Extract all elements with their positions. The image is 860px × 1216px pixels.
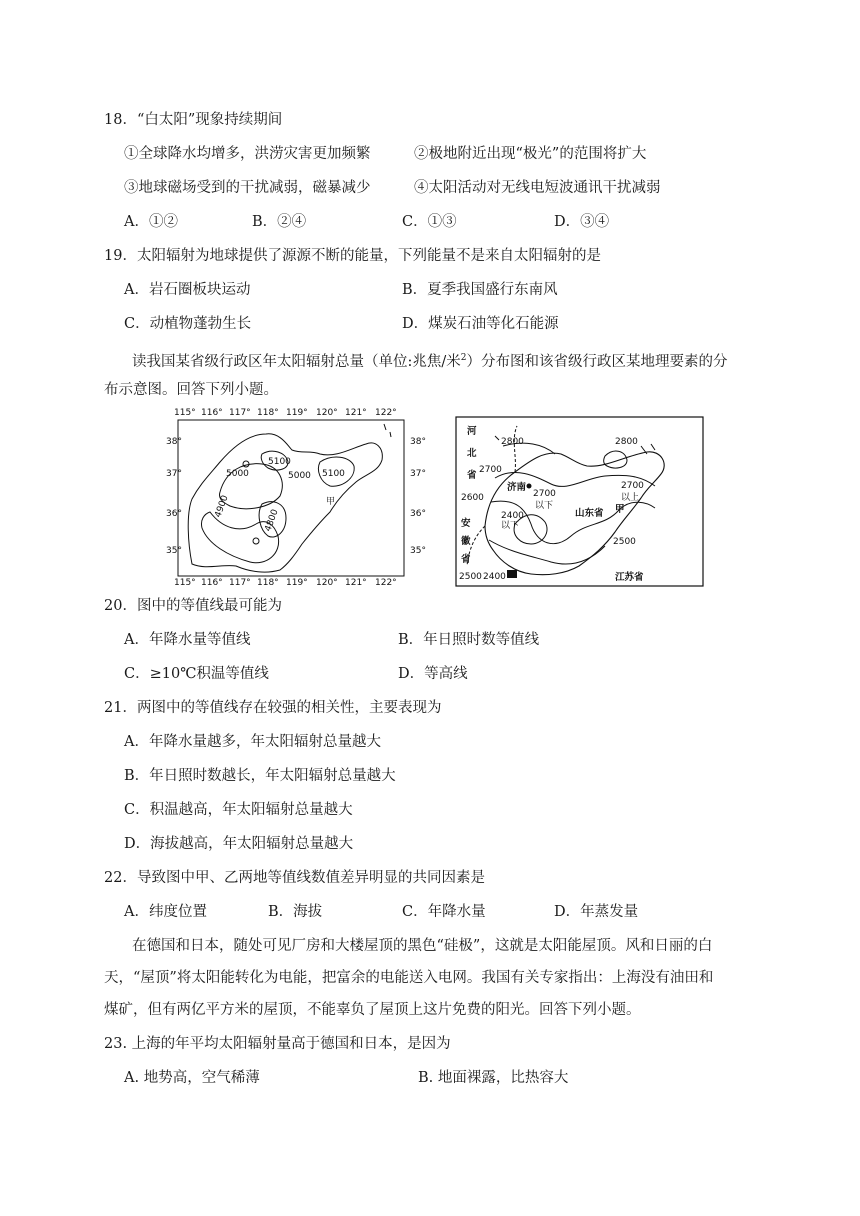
contour-label-4800: 4800 (263, 508, 281, 534)
label-jinan: 济南 (507, 482, 527, 493)
label-bei: 北 (467, 448, 477, 459)
q19-option-a: A．岩石圈板块运动 (124, 282, 251, 298)
label-hui: 徽 (461, 536, 471, 547)
contour-label-2500-east: 2500 (613, 537, 636, 547)
q18-option-a: A．①② (124, 214, 178, 230)
label-jia: 甲 (615, 504, 625, 515)
distribution-map (455, 416, 705, 588)
note-below-1: 以下 (535, 501, 554, 511)
lat-tick-right-0: 38° (410, 437, 426, 447)
lat-tick-left-1: 37° (166, 469, 182, 479)
contour-label-2800-east: 2800 (615, 437, 638, 447)
q19-option-c: C．动植物蓬勃生长 (124, 316, 252, 332)
q20-option-d: D．等高线 (398, 666, 468, 682)
contour-label-5100-east: 5100 (322, 469, 345, 479)
q18-stem: 18．“白太阳”现象持续期间 (104, 112, 283, 128)
note-below-2: 以下 (501, 521, 520, 531)
contour-label-2400-south: 2400 (483, 572, 506, 582)
contour-label-2400-west: 2400 (501, 511, 524, 521)
contour-label-5000-west: 5000 (226, 469, 249, 479)
q22-option-c: C．年降水量 (402, 904, 486, 920)
q23-option-a: A. 地势高，空气稀薄 (124, 1070, 260, 1086)
lon-tick-bottom-0: 115° (174, 578, 196, 588)
contour-label-2700-west: 2700 (479, 465, 502, 475)
q18-statement-2: ②极地附近出现“极光”的范围将扩大 (414, 146, 647, 162)
q22-option-d: D．年蒸发量 (554, 904, 639, 920)
label-shandong: 山东省 (575, 508, 604, 519)
q19-option-d: D．煤炭石油等化石能源 (402, 316, 559, 332)
lon-tick-bottom-2: 117° (229, 578, 251, 588)
q19-option-b: B．夏季我国盛行东南风 (402, 282, 558, 298)
lon-tick-top-7: 122° (375, 408, 397, 418)
q21-option-c: C．积温越高，年太阳辐射总量越大 (124, 802, 353, 818)
note-above: 以上 (621, 493, 640, 503)
lon-tick-bottom-4: 119° (286, 578, 308, 588)
q20-option-c: C．≥10℃积温等值线 (124, 666, 269, 682)
lat-tick-right-2: 36° (410, 509, 426, 519)
lon-tick-top-4: 119° (286, 408, 308, 418)
solar-radiation-map (166, 404, 434, 588)
lat-tick-right-3: 35° (410, 546, 426, 556)
q18-statement-4: ④太阳活动对无线电短波通讯干扰减弱 (414, 180, 661, 196)
intro2-line1: 在德国和日本，随处可见厂房和大楼屋顶的黑色“硅极”，这就是太阳能屋顶。风和日丽的白 (132, 938, 713, 954)
contour-label-5000-east: 5000 (288, 471, 311, 481)
place-jia-left: 甲 (326, 497, 336, 507)
q21-stem: 21．两图中的等值线存在较强的相关性，主要表现为 (104, 700, 442, 716)
lon-tick-bottom-1: 116° (201, 578, 223, 588)
lon-tick-top-1: 116° (201, 408, 223, 418)
q19-stem: 19．太阳辐射为地球提供了源源不断的能量，下列能量不是来自太阳辐射的是 (104, 248, 601, 264)
q21-option-b: B．年日照时数越长，年太阳辐射总量越大 (124, 768, 396, 784)
q18-statement-3: ③地球磁场受到的干扰减弱，磁暴减少 (124, 180, 371, 196)
q23-option-b: B. 地面裸露，比热容大 (418, 1070, 569, 1086)
q18-option-d: D．③④ (554, 214, 610, 230)
contour-label-4900: 4900 (213, 494, 231, 520)
q18-option-c: C．①③ (402, 214, 457, 230)
label-jiangsu: 江苏省 (615, 572, 644, 583)
lon-tick-top-0: 115° (174, 408, 196, 418)
contour-label-2800-west: 2800 (501, 437, 524, 447)
label-sheng-south: 省 (461, 554, 471, 565)
q21-option-d: D．海拔越高，年太阳辐射总量越大 (124, 836, 354, 852)
q21-option-a: A．年降水量越多，年太阳辐射总量越大 (124, 734, 381, 750)
q22-stem: 22．导致图中甲、乙两地等值线数值差异明显的共同因素是 (104, 870, 485, 886)
q18-option-b: B．②④ (252, 214, 307, 230)
lon-tick-bottom-6: 121° (345, 578, 367, 588)
contour-label-2700-center: 2700 (533, 489, 556, 499)
lon-tick-bottom-3: 118° (257, 578, 279, 588)
q22-option-b: B．海拔 (268, 904, 323, 920)
label-an: 安 (461, 518, 471, 529)
intro2-line2: 天，“屋顶”将太阳能转化为电能，把富余的电能送入电网。我国有关专家指出：上海没有油田和 (104, 970, 714, 986)
lat-tick-left-0: 38° (166, 437, 182, 447)
lon-tick-bottom-5: 120° (316, 578, 338, 588)
lon-tick-bottom-7: 122° (375, 578, 397, 588)
lat-tick-left-3: 35° (166, 546, 182, 556)
intro2-line3: 煤矿，但有两亿平方米的屋顶，不能辜负了屋顶上这片免费的阳光。回答下列小题。 (104, 1002, 641, 1018)
lon-tick-top-2: 117° (229, 408, 251, 418)
q23-stem: 23. 上海的年平均太阳辐射量高于德国和日本，是因为 (104, 1036, 451, 1052)
lat-tick-right-1: 37° (410, 469, 426, 479)
contour-label-2500-west: 2500 (459, 572, 482, 582)
contour-label-5100-west: 5100 (268, 457, 291, 467)
lat-tick-left-2: 36° (166, 509, 182, 519)
lon-tick-top-6: 121° (345, 408, 367, 418)
contour-label-2700-east: 2700 (621, 481, 644, 491)
q22-option-a: A．纬度位置 (124, 904, 207, 920)
q20-stem: 20．图中的等值线最可能为 (104, 598, 282, 614)
intro1-line2: 布示意图。回答下列小题。 (104, 382, 278, 398)
label-he: 河 (467, 426, 477, 437)
q20-option-b: B．年日照时数等值线 (398, 632, 540, 648)
q18-statement-1: ①全球降水均增多，洪涝灾害更加频繁 (124, 146, 371, 162)
label-sheng-north: 省 (467, 470, 477, 481)
lon-tick-top-3: 118° (257, 408, 279, 418)
contour-label-2600: 2600 (461, 493, 484, 503)
intro1-line1: 读我国某省级行政区年太阳辐射总量（单位:兆焦/米$^2$）分布图和该省级行政区某地理要素的分 (132, 353, 728, 370)
lon-tick-top-5: 120° (316, 408, 338, 418)
q20-option-a: A．年降水量等值线 (124, 632, 251, 648)
